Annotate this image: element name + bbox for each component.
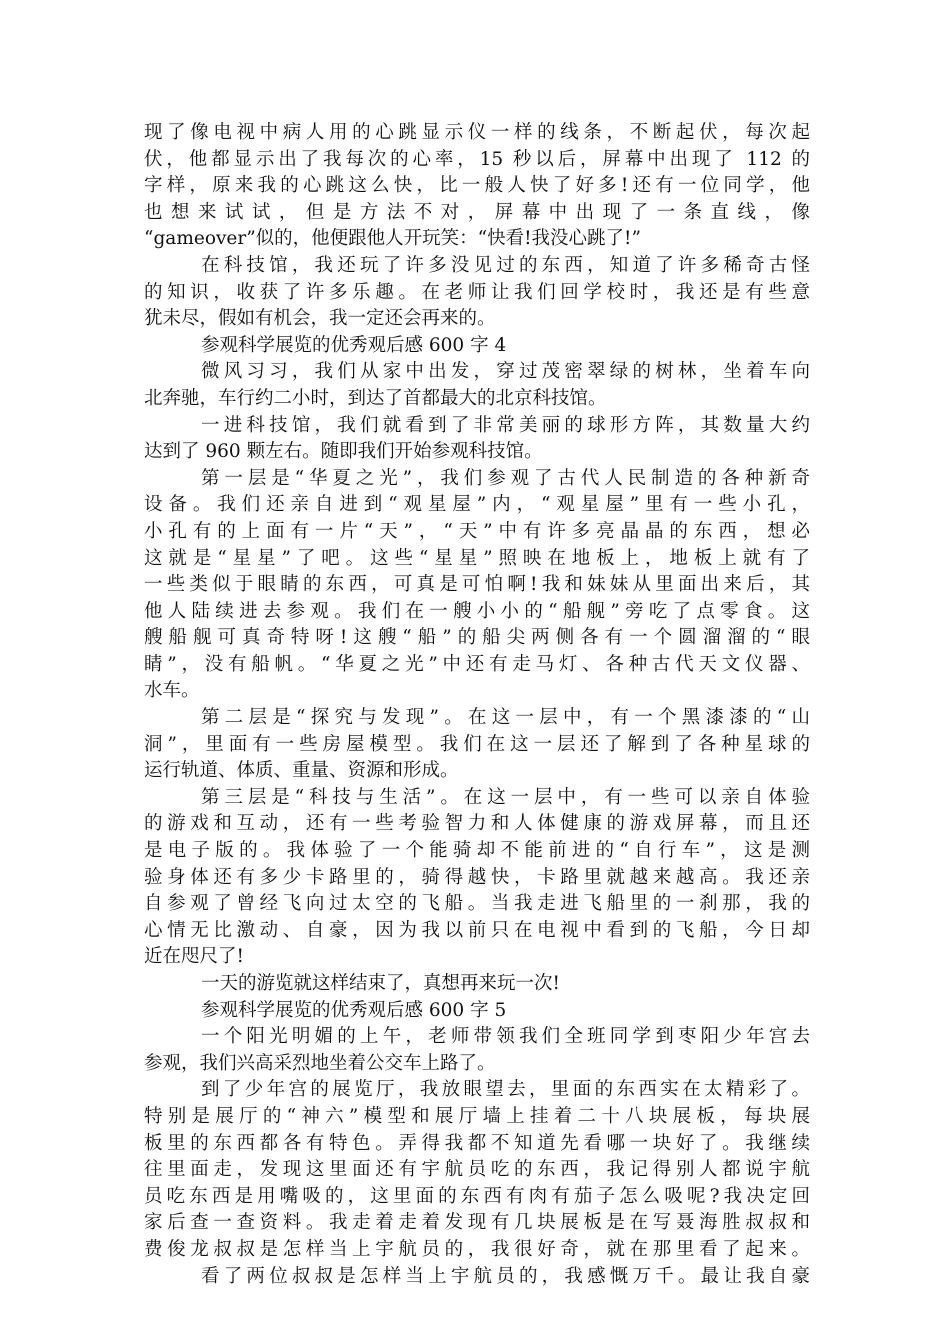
text-line: 到了少年宫的展览厅，我放眼望去，里面的东西实在太精彩了。 <box>201 1079 810 1101</box>
text-line: 伏，他都显示出了我每次的心率，15 秒以后，屏幕中出现了 112 的 <box>144 148 810 170</box>
text-line: 北奔驰，车行约二小时，到达了首都最大的北京科技馆。 <box>144 387 607 409</box>
text-line: 小孔有的上面有一片“天”，“天”中有许多亮晶晶的东西，想必 <box>144 520 810 542</box>
text-line: 这就是“星星”了吧。这些“星星”照映在地板上，地板上就有了 <box>144 547 810 569</box>
text-line: 水车。 <box>144 680 200 702</box>
text-line: 在科技馆，我还玩了许多没见过的东西，知道了许多稀奇古怪 <box>201 254 810 276</box>
text-line: 微风习习，我们从家中出发，穿过茂密翠绿的树林，坐着车向 <box>201 361 810 383</box>
text-line: 的知识，收获了许多乐趣。在老师让我们回学校时，我还是有些意 <box>144 281 810 303</box>
text-line: 一些类似于眼睛的东西，可真是可怕啊!我和妹妹从里面出来后，其 <box>144 574 810 596</box>
text-line: 参观科学展览的优秀观后感 600 字 4 <box>201 334 507 356</box>
text-line: “gameover”似的，他便跟他人开玩笑：“快看!我没心跳了!” <box>144 228 641 250</box>
text-line: 板里的东西都各有特色。弄得我都不知道先看哪一块好了。我继续 <box>144 1132 810 1154</box>
text-line: 第一层是“华夏之光”，我们参观了古代人民制造的各种新奇 <box>201 467 810 489</box>
text-line: 洞”，里面有一些房屋模型。我们在这一层还了解到了各种星球的 <box>144 733 810 755</box>
text-line: 往里面走，发现这里面还有宇航员吃的东西，我记得别人都说宇航 <box>144 1159 810 1181</box>
text-line: 一天的游览就这样结束了，真想再来玩一次! <box>201 973 560 994</box>
text-line: 也 想 来 试 试 ， 但 是 方 法 不 对 ， 屏 幕 中 出 现 了 一 条 直 线 ， 像 <box>144 201 810 223</box>
document-page <box>144 120 810 1290</box>
text-line: 达到了 960 颗左右。随即我们开始参观科技馆。 <box>144 441 543 463</box>
text-line: 现了像电视中病人用的心跳显示仪一样的线条，不断起伏，每次起 <box>144 122 810 143</box>
text-line: 字样，原来我的心跳这么快，比一般人快了好多!还有一位同学，他 <box>144 175 810 197</box>
text-line: 犹未尽，假如有机会，我一定还会再来的。 <box>144 308 496 330</box>
text-line: 第三层是“科技与生活”。在这一层中，有一些可以亲自体验 <box>201 786 810 808</box>
text-line: 一进科技馆，我们就看到了非常美丽的球形方阵，其数量大约 <box>201 414 810 436</box>
text-line: 艘船舰可真奇特呀!这艘“船”的船尖两侧各有一个圆溜溜的“眼 <box>144 627 810 649</box>
text-line: 他人陆续进去参观。我们在一艘小小的“船舰”旁吃了点零食。这 <box>144 600 810 622</box>
text-line: 近在咫尺了! <box>144 946 244 968</box>
text-line: 第二层是“探究与发现”。在这一层中，有一个黑漆漆的“山 <box>201 707 810 729</box>
text-line: 家后查一查资料。我走着走着发现有几块展板是在写聂海胜叔叔和 <box>144 1212 810 1234</box>
text-line: 一个阳光明媚的上午，老师带领我们全班同学到枣阳少年宫去 <box>201 1026 810 1048</box>
text-line: 参观科学展览的优秀观后感 600 字 5 <box>201 999 507 1021</box>
text-line: 验身体还有多少卡路里的，骑得越快，卡路里就越来越高。我还亲 <box>144 866 810 888</box>
text-line: 看了两位叔叔是怎样当上宇航员的，我感慨万千。最让我自豪 <box>201 1265 810 1287</box>
text-line: 运行轨道、体质、重量、资源和形成。 <box>144 760 459 782</box>
text-line: 员吃东西是用嘴吸的，这里面的东西有肉有茄子怎么吸呢?我决定回 <box>144 1185 810 1207</box>
text-line: 自参观了曾经飞向过太空的飞船。当我走进飞船里的一刹那，我的 <box>144 893 810 915</box>
text-line: 睛”，没有船帆。“华夏之光”中还有走马灯、各种古代天文仪器、 <box>144 653 810 675</box>
text-line: 心情无比激动、自豪，因为我以前只在电视中看到的飞船，今日却 <box>144 919 810 941</box>
text-line: 费俊龙叔叔是怎样当上宇航员的，我很好奇，就在那里看了起来。 <box>144 1238 810 1260</box>
text-line: 设备。我们还亲自进到“观星屋”内，“观星屋”里有一些小孔， <box>144 494 810 516</box>
text-line: 参观，我们兴高采烈地坐着公交车上路了。 <box>144 1052 496 1074</box>
text-line: 的游戏和互动，还有一些考验智力和人体健康的游戏屏幕，而且还 <box>144 813 810 835</box>
text-line: 是电子版的。我体验了一个能骑却不能前进的“自行车”，这是测 <box>144 840 810 862</box>
text-line: 特别是展厅的“神六”模型和展厅墙上挂着二十八块展板，每块展 <box>144 1105 810 1127</box>
